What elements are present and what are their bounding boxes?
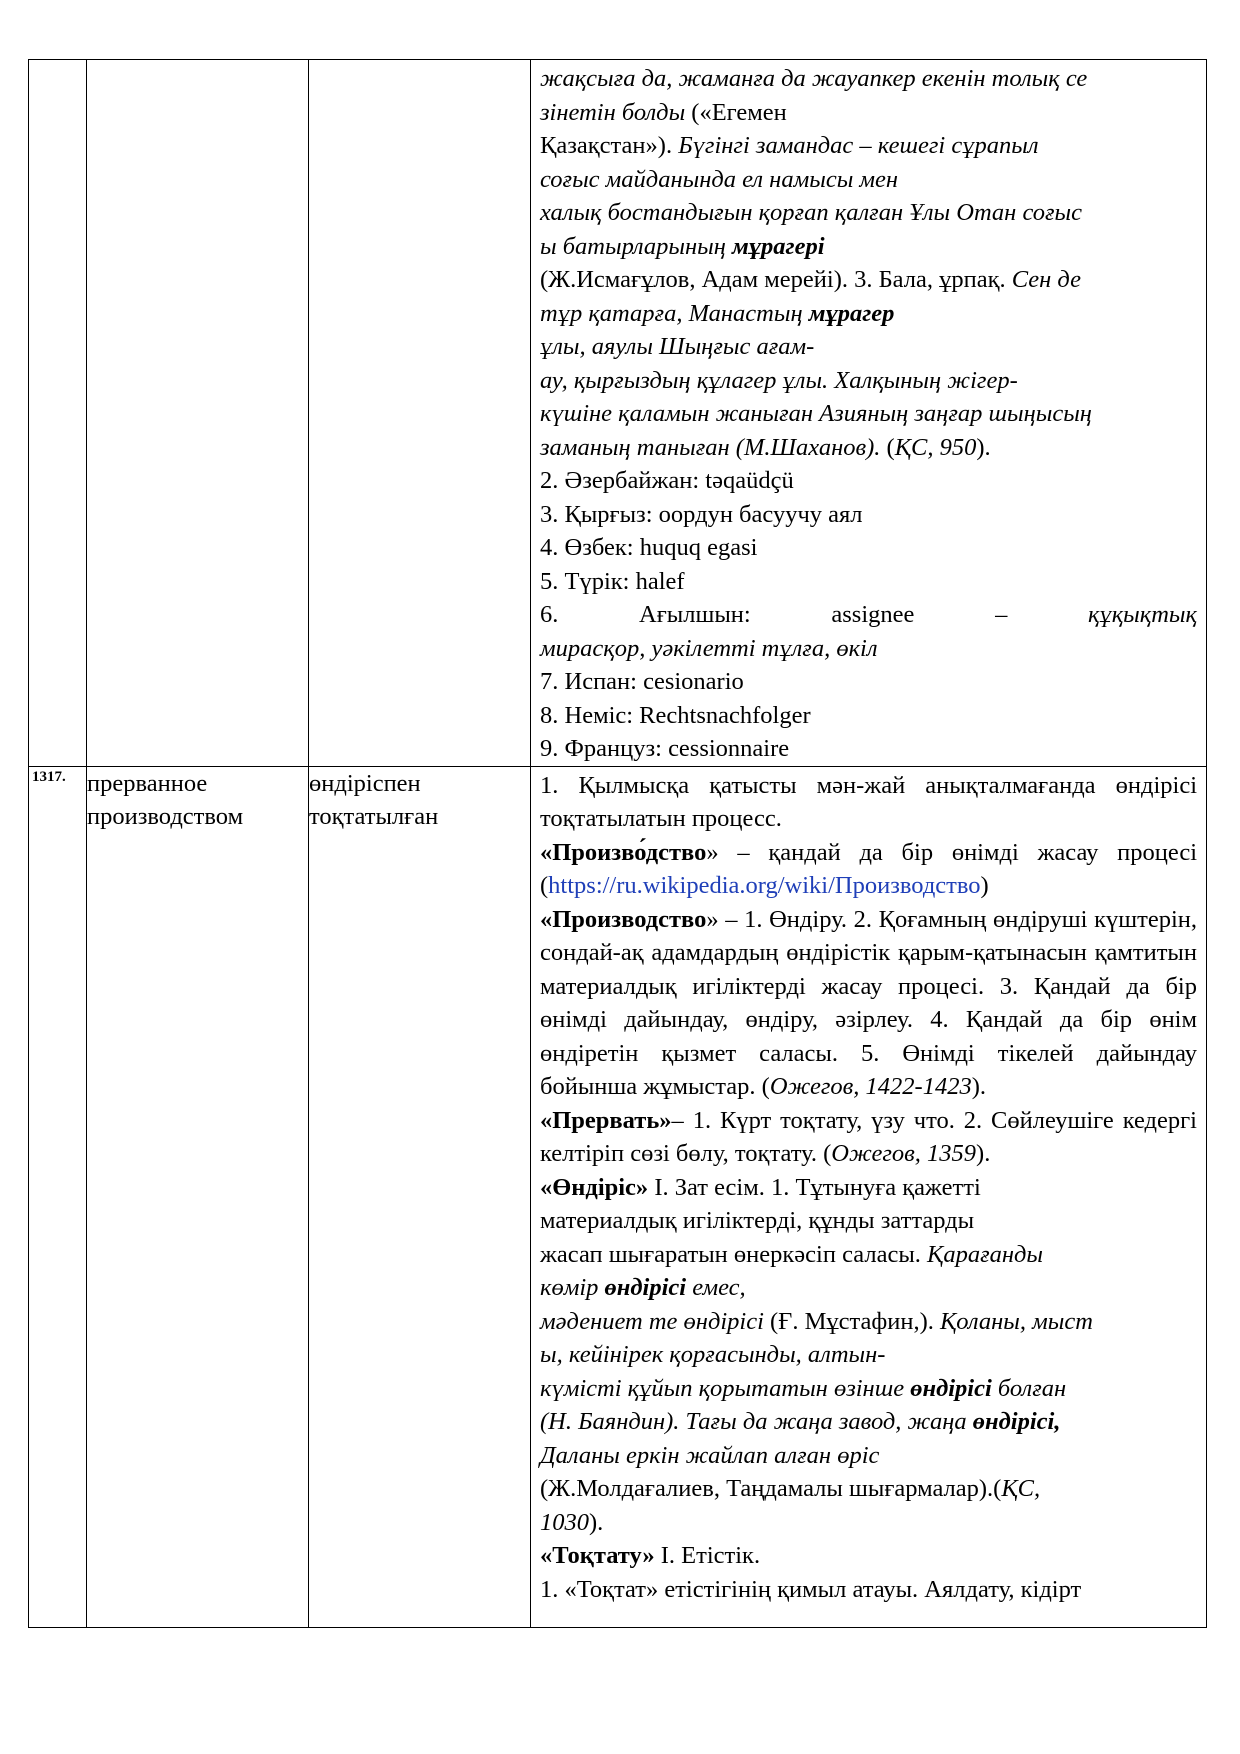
source-link[interactable]: https://ru.wikipedia.org/wiki/Производство bbox=[548, 872, 981, 899]
text-run: Ожегов, 1359 bbox=[831, 1140, 977, 1167]
text-run: жасап шығаратын өнеркәсіп саласы. bbox=[540, 1240, 928, 1268]
text-run: ы батырларының bbox=[540, 232, 732, 260]
text-run: тұр қатарға, Манастың bbox=[540, 299, 809, 327]
definition-line bbox=[540, 836, 1197, 903]
definition-line bbox=[540, 1104, 1197, 1171]
definition-line bbox=[540, 769, 1197, 836]
term-kazakh: өндіріспен тоқтатылған bbox=[309, 766, 531, 1627]
text-run: ( bbox=[886, 433, 895, 461]
definition-line bbox=[540, 1405, 1197, 1439]
definition-line bbox=[540, 632, 1197, 666]
definition-line bbox=[540, 163, 1197, 197]
text-run: ау, қырғыздың құлагер ұлы. Халқының жігер- bbox=[540, 366, 1018, 394]
text-run: мұрагері bbox=[732, 232, 825, 260]
definition-line bbox=[540, 665, 1197, 699]
text-run: көмір bbox=[540, 1274, 605, 1301]
text-run: Сен де bbox=[1011, 266, 1081, 293]
text-run: » – 1. Өндіру. 2. Қоғамның өндіруші күштерін, сондай-ақ адамдардың өндірістік қарым-қатынасын қамтитын материалдық игіліктерді жасау процесі. 3. Қандай да бір өнімді дайындау, өндіру, әзірлеу. 4. Қандай да бір өнім өндіретін қызмет саласы. 5. Өнімді тікелей дайындау бойынша жұмыстар. ( bbox=[540, 905, 1197, 1100]
text-run: өндірісі bbox=[604, 1274, 687, 1301]
definition-line bbox=[540, 464, 1197, 498]
definition-line bbox=[540, 1204, 1197, 1238]
entry-number: 1317. bbox=[29, 766, 87, 1627]
definition-line bbox=[540, 1472, 1197, 1506]
definition-line bbox=[540, 1338, 1197, 1372]
text-run: ). bbox=[976, 1140, 991, 1167]
text-run: өндірісі bbox=[910, 1374, 992, 1402]
text-run: («Егемен bbox=[685, 98, 787, 126]
definition-line bbox=[540, 1305, 1197, 1339]
text-run: І. Етістік. bbox=[654, 1542, 761, 1569]
definition-line bbox=[540, 397, 1197, 431]
text-run: 7. Испан: cesionario bbox=[540, 668, 744, 695]
definition-line bbox=[540, 498, 1197, 532]
text-run: «Өндіріс» bbox=[540, 1173, 649, 1201]
text-run: күшіне қаламын жаныған Азияның заңғар шыңысың bbox=[540, 400, 1092, 427]
text-run: (Ғ. Мұстафин,). bbox=[763, 1307, 941, 1335]
definition-line bbox=[540, 1372, 1197, 1406]
definition-line bbox=[540, 263, 1197, 297]
text-run: Қазақстан»). bbox=[540, 132, 679, 159]
text-run: мұрагер bbox=[808, 299, 895, 327]
text-run: » – қандай да бір өнімді жасау процесі ( bbox=[540, 838, 1197, 899]
text-run: «Произво́дство bbox=[540, 838, 707, 866]
text-run: – 1. Күрт тоқтату, үзу что. 2. Сөйлеушіге кедергі келтіріп сөзі бөлу, тоқтату. ( bbox=[540, 1106, 1197, 1167]
text-run: 3. Қырғыз: оордун басуучу аял bbox=[540, 500, 863, 528]
definition-line bbox=[540, 1271, 1197, 1305]
text-run: соғыс майданында ел намысы мен bbox=[540, 165, 899, 193]
definition-line bbox=[540, 1573, 1197, 1607]
definition-line bbox=[540, 1171, 1197, 1205]
text-run: 8. Неміс: Rechtsnachfolger bbox=[540, 701, 811, 729]
text-run: материалдық игіліктерді, құнды заттарды bbox=[540, 1207, 975, 1234]
text-run: 2. Әзербайжан: təqaüdçü bbox=[540, 467, 794, 494]
text-run: 1030 bbox=[540, 1508, 589, 1536]
text-run: ). bbox=[971, 1073, 987, 1100]
text-run: (Ж.Исмағұлов, Адам мерейі). 3. Бала, ұрпақ. bbox=[540, 266, 1012, 293]
text-run: халық бостандығын қорғап қалған Ұлы Отан соғыс bbox=[540, 199, 1083, 226]
definition-line bbox=[540, 62, 1197, 96]
text-run: зінетін болды bbox=[540, 98, 686, 126]
text-run: емес, bbox=[686, 1274, 746, 1301]
term-russian: прерванное производством bbox=[87, 766, 309, 1627]
definition-line bbox=[540, 531, 1197, 565]
text-run: Ожегов, 1422-1423 bbox=[769, 1073, 972, 1100]
text-run: ) bbox=[980, 872, 989, 899]
text-run: 1. «Тоқтат» етістігінің қимыл атауы. Аялдату, кідірт bbox=[540, 1575, 1082, 1603]
text-run: күмісті құйып қорытатын өзінше bbox=[540, 1374, 911, 1402]
definition-line bbox=[540, 1238, 1197, 1272]
text-run: ҚС, bbox=[1001, 1475, 1041, 1502]
text-run: ы, кейінірек қорғасынды, алтын- bbox=[540, 1341, 886, 1368]
definition-line bbox=[540, 598, 1197, 632]
text-run: болған bbox=[991, 1374, 1067, 1402]
text-run: ҚС, 950 bbox=[894, 433, 977, 461]
text-run: Бүгінгі замандас – кешегі сұрапыл bbox=[678, 132, 1039, 159]
definition-line bbox=[540, 96, 1197, 130]
definition-line bbox=[540, 330, 1197, 364]
text-run: Қарағанды bbox=[927, 1240, 1044, 1268]
definition-line bbox=[540, 1506, 1197, 1540]
text-run: 9. Француз: cessionnaire bbox=[540, 735, 790, 762]
definition-line bbox=[540, 230, 1197, 264]
definition-line bbox=[540, 699, 1197, 733]
text-run: құқықтық bbox=[1088, 601, 1197, 628]
dictionary-table bbox=[28, 59, 1207, 1628]
text-run: ). bbox=[976, 433, 991, 461]
definition-line bbox=[540, 1439, 1197, 1473]
text-run: Даланы еркін жайлап алған өріс bbox=[540, 1441, 880, 1469]
text-run: «Тоқтату» bbox=[540, 1542, 655, 1569]
definition-text bbox=[531, 767, 1206, 1607]
entry-number bbox=[29, 60, 87, 767]
definition-cell bbox=[531, 60, 1207, 767]
definition-line bbox=[540, 732, 1197, 766]
text-run: жақсыға да, жаманға да жауапкер екенін толық се bbox=[540, 65, 1088, 92]
definition-line bbox=[540, 1539, 1197, 1573]
text-run: ). bbox=[589, 1508, 604, 1536]
text-run: 4. Өзбек: huquq egasi bbox=[540, 534, 758, 561]
term-kazakh bbox=[309, 60, 531, 767]
definition-line bbox=[540, 565, 1197, 599]
text-run: 5. Түрік: halef bbox=[540, 567, 685, 595]
text-run: (Н. Баяндин). Тағы да жаңа завод, жаңа bbox=[540, 1408, 973, 1435]
text-run: мәдениет те өндірісі bbox=[540, 1307, 764, 1335]
text-run: Қоланы, мыст bbox=[940, 1307, 1093, 1335]
table-row bbox=[29, 766, 1207, 1627]
definition-cell bbox=[531, 766, 1207, 1627]
definition-line bbox=[540, 903, 1197, 1104]
text-run: 1. Қылмысқа қатысты мән-жай анықталмағанда өндірісі тоқтатылатын процесс. bbox=[540, 771, 1197, 832]
text-run: 6. Ағылшын: assignee – bbox=[540, 601, 1089, 628]
term-russian bbox=[87, 60, 309, 767]
table-row bbox=[29, 60, 1207, 767]
text-run: ұлы, аяулы Шыңғыс ағам- bbox=[540, 333, 815, 360]
text-run: (Ж.Молдағалиев, Таңдамалы шығармалар).( bbox=[540, 1475, 1002, 1502]
definition-line bbox=[540, 364, 1197, 398]
definition-line bbox=[540, 196, 1197, 230]
text-run: мирасқор, уәкілетті тұлға, өкіл bbox=[540, 634, 878, 662]
definition-line bbox=[540, 297, 1197, 331]
definition-line bbox=[540, 431, 1197, 465]
text-run: «Производство bbox=[540, 905, 707, 933]
text-run: заманың таныған (М.Шаханов). bbox=[540, 433, 887, 461]
definition-line bbox=[540, 129, 1197, 163]
text-run: І. Зат есім. 1. Тұтынуға қажетті bbox=[648, 1173, 981, 1201]
text-run: өндірісі, bbox=[972, 1408, 1061, 1435]
text-run: «Прервать» bbox=[540, 1106, 672, 1134]
definition-text bbox=[531, 60, 1206, 766]
